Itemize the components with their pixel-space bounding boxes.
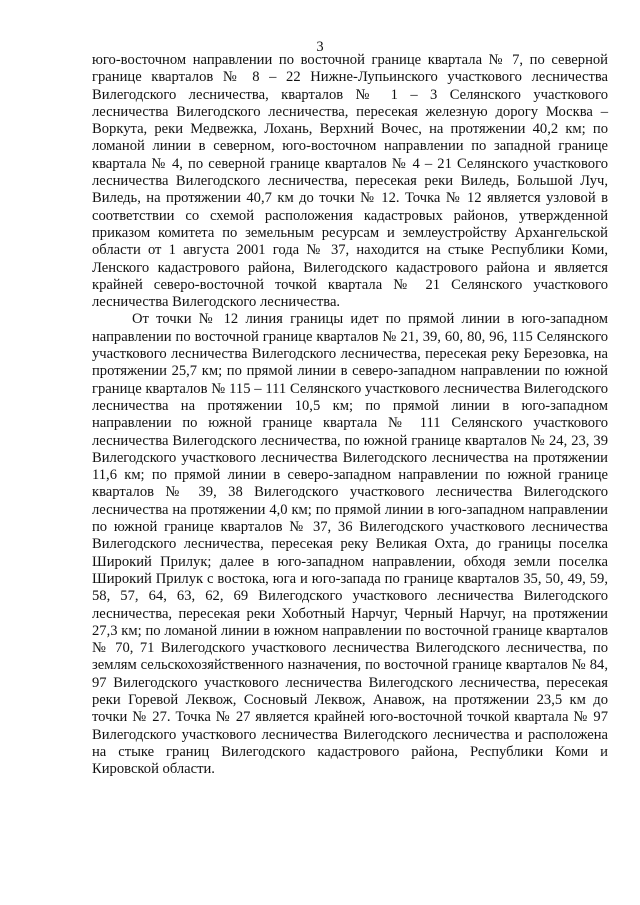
page-number: 3	[316, 39, 324, 55]
paragraph-continuation: юго-восточном направлении по восточной границе квартала № 7, по северной границе кварталов № 8 – 22 Нижне-Лупьинского участкового лесничества Вилегодского лесничества, кварталов № 1 – 3 Селянского участкового лесничества Вилегодского лесничества, пересекая железную дорогу Москва – Воркута, реки Медвежка, Лохань, Верхний Вочес, на протяжении 40,2 км; по ломаной линии в северном, юго-восточном направлении по западной границе квартала № 4, по северной границе кварталов № 4 – 21 Селянского участкового лесничества Вилегодского лесничества, пересекая реки Виледь, Большой Луч, Виледь, на протяжении 40,7 км до точки № 12. Точка № 12 является узловой в соответствии со схемой расположения кадастровых районов, утвержденной приказом комитета по земельным ресурсам и землеустройству Архангельской области от 1 августа 2001 года № 37, находится на стыке Республики Коми, Ленского кадастрового района, Вилегодского кадастрового района и является крайней северо-восточной точкой квартала № 21 Селянского участкового лесничества Вилегодского лесничества.	[92, 52, 608, 311]
paragraph-boundary-description: От точки № 12 линия границы идет по прямой линии в юго-западном направлении по восточной границе кварталов № 21, 39, 60, 80, 96, 115 Селянского участкового лесничества Вилегодского лесничества, пересекая реку Березовка, на протяжении 25,7 км; по прямой линии в северо-западном направлении по южной границе кварталов № 115 – 111 Селянского участкового лесничества Вилегодского лесничества на протяжении 10,5 км; по прямой линии в юго-западном направлении по южной границе квартала № 111 Селянского участкового лесничества Вилегодского лесничества, по южной границе кварталов № 24, 23, 39 Вилегодского участкового лесничества Вилегодского лесничества на протяжении 11,6 км; по прямой линии в северо-западном направлении по южной границе кварталов № 39, 38 Вилегодского участкового лесничества Вилегодского лесничества на протяжении 4,0 км; по прямой линии в юго-западном направлении по южной границе кварталов № 37, 36 Вилегодского участкового лесничества Вилегодского лесничества, пересекая реку Великая Охта, до границы поселка Широкий Прилук; далее в юго-западном направлении, обходя земли поселка Широкий Прилук с востока, юга и юго-запада по границе кварталов 35, 50, 49, 59, 58, 57, 64, 63, 62, 69 Вилегодского участкового лесничества Вилегодского лесничества, пересекая реки Хоботный Нарчуг, Черный Нарчуг, на протяжении 27,3 км; по ломаной линии в южном направлении по восточной границе кварталов № 70, 71 Вилегодского участкового лесничества Вилегодского лесничества, по землям сельскохозяйственного назначения, по восточной границе кварталов № 84, 97 Вилегодского участкового лесничества Вилегодского лесничества, пересекая реки Горевой Леквож, Сосновый Леквож, Анавож, на протяжении 23,5 км до точки № 27. Точка № 27 является крайней юго-восточной точкой квартала № 97 Вилегодского участкового лесничества Вилегодского лесничества и расположена на стыке границ Вилегодского кадастрового района, Республики Коми и Кировской области.	[92, 311, 608, 778]
document-body	[92, 52, 608, 778]
